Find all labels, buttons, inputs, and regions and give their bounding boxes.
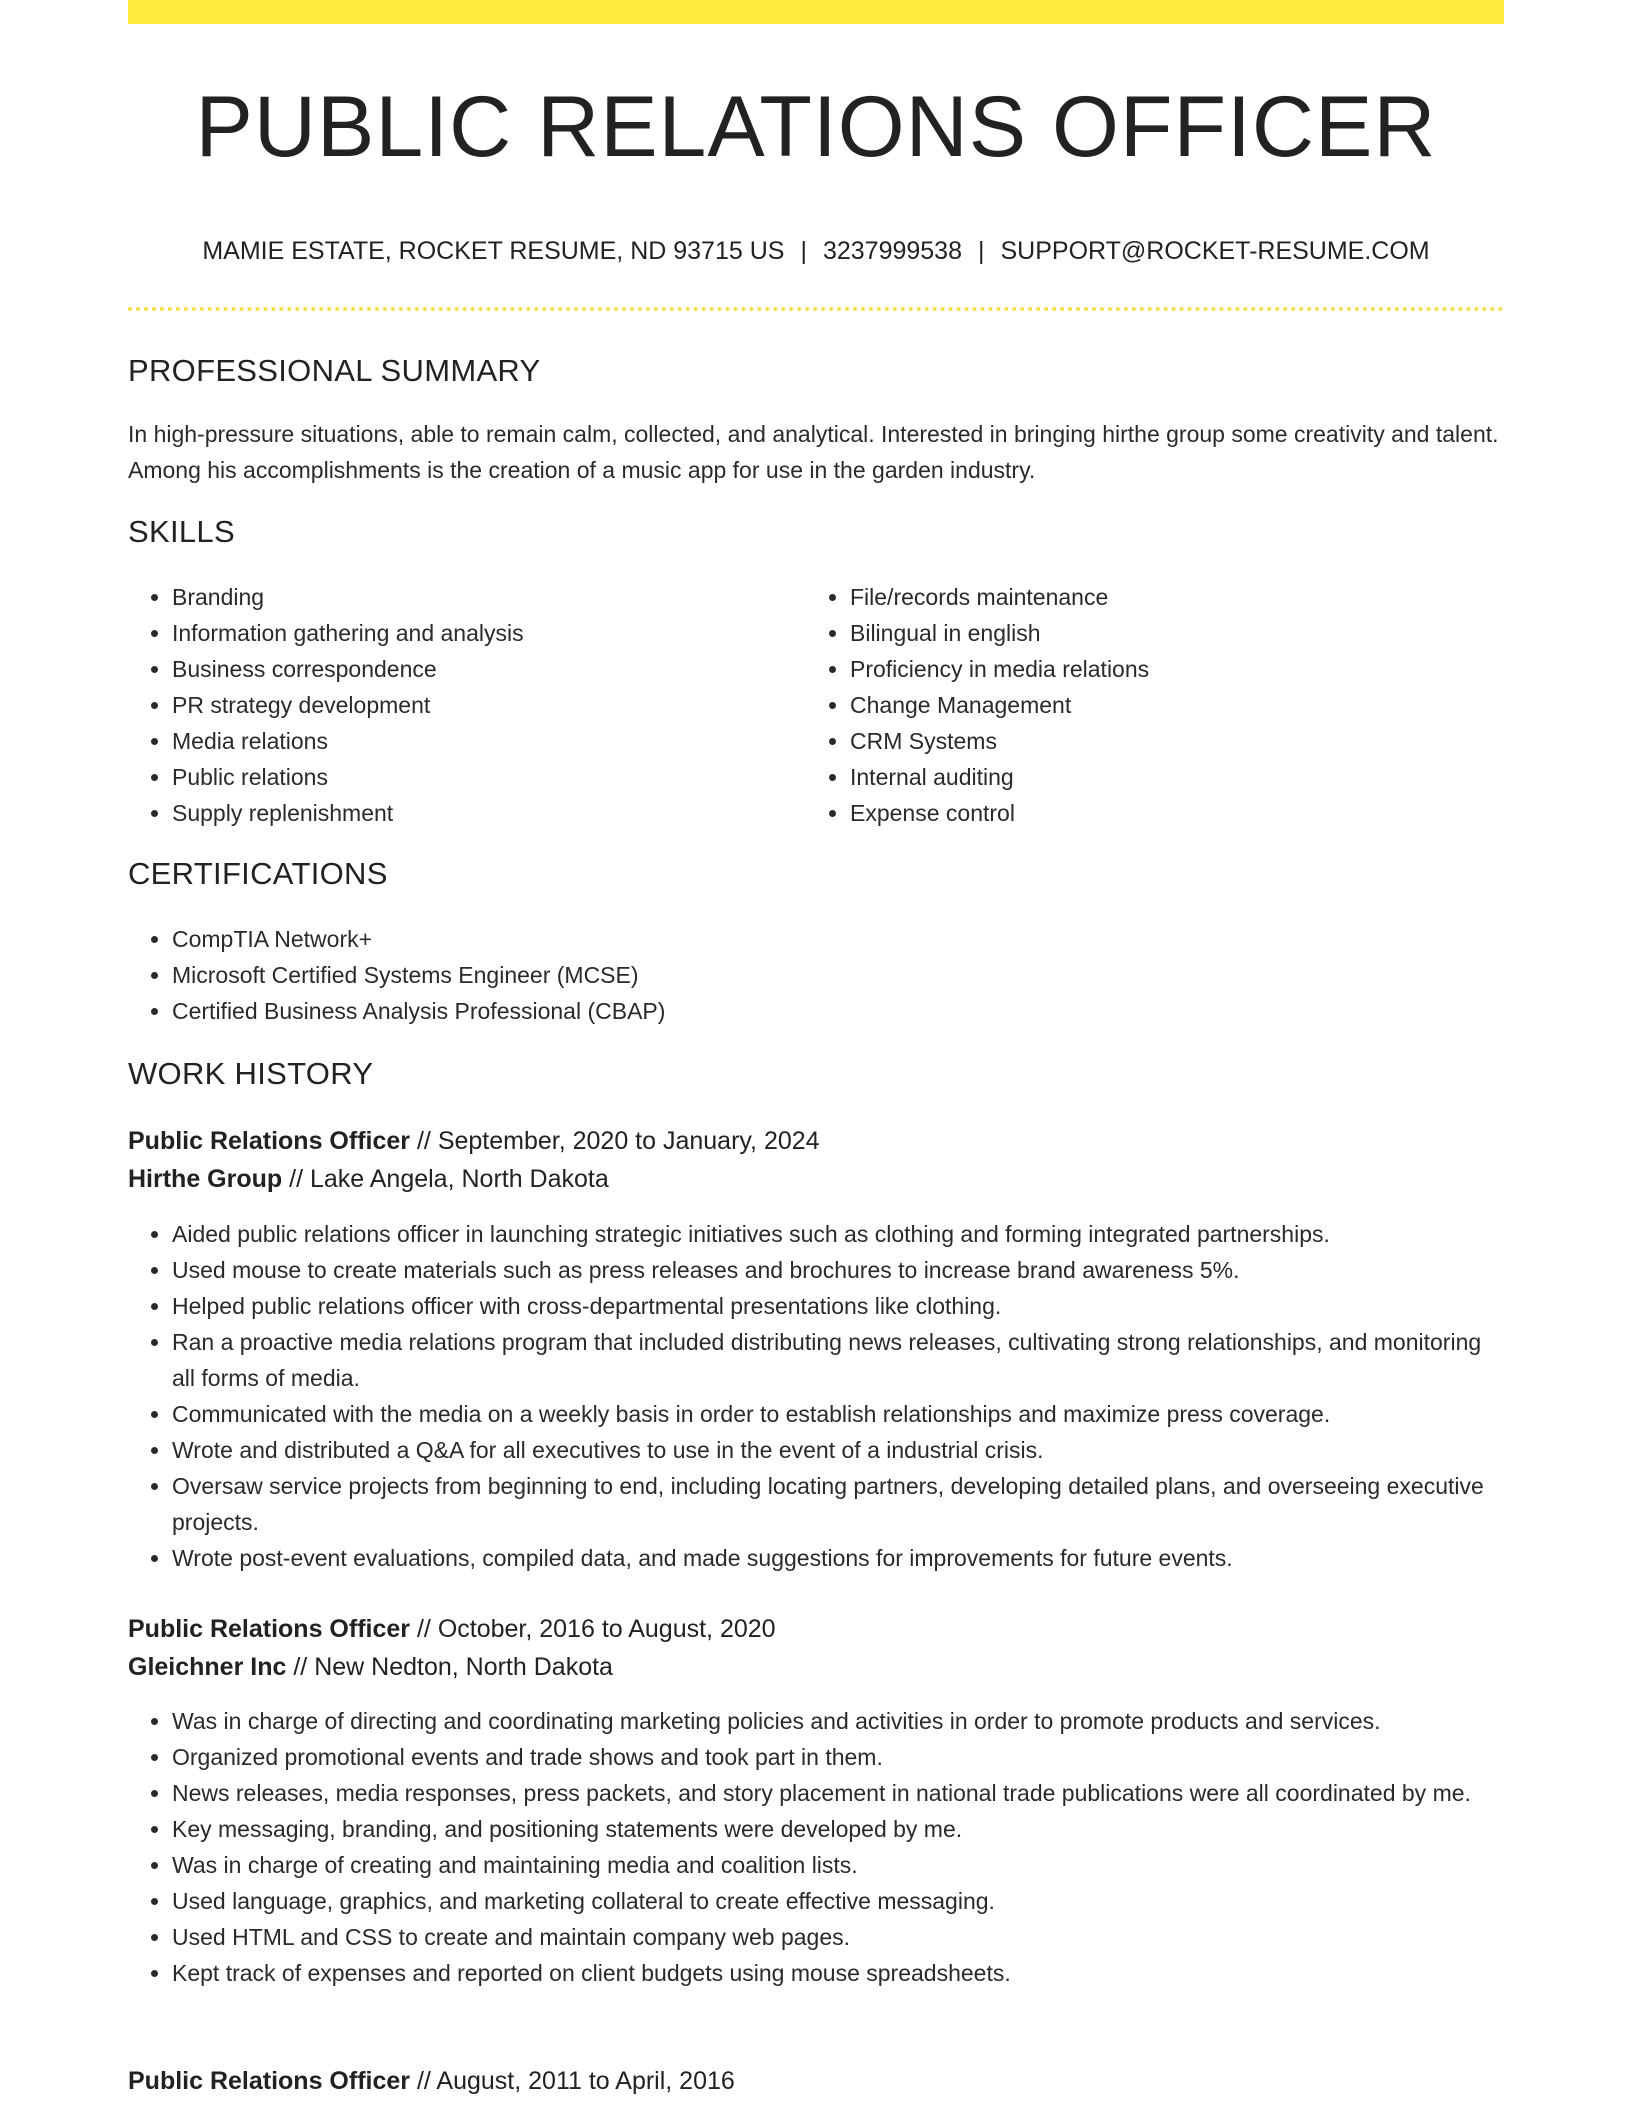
job-bullet: • Organized promotional events and trade shows and took part in them. — [172, 1739, 1524, 1775]
job-bullet: • Helped public relations officer with cross-departmental presentations like clothing. — [172, 1288, 1504, 1324]
skill-item: • Bilingual in english — [850, 615, 1530, 651]
skills-list-right — [806, 579, 1530, 831]
skill-item: • PR strategy development — [172, 687, 792, 723]
resume-title: PUBLIC RELATIONS OFFICER — [195, 79, 1437, 175]
job-dates: September, 2020 to January, 2024 — [437, 1127, 820, 1155]
job-bullets — [128, 1703, 1524, 1991]
summary-text: In high-pressure situations, able to remain calm, collected, and analytical. Interested in bringing hirthe group some creativity and talent. Among his accomplishments is the creation of a music app for use in the garden industry. — [128, 421, 1499, 483]
job-location: New Nedton, North Dakota — [314, 1653, 613, 1681]
job-bullet: • Kept track of expenses and reported on client budgets using mouse spreadsheets. — [172, 1955, 1524, 1991]
contact-address: MAMIE ESTATE, ROCKET RESUME, ND 93715 US — [202, 237, 785, 265]
job-dates: August, 2011 to April, 2016 — [436, 2067, 735, 2095]
job-title-line — [128, 2062, 735, 2100]
job-bullet: • Wrote and distributed a Q&A for all executives to use in the event of a industrial crisis. — [172, 1432, 1504, 1468]
job-company: Gleichner Inc — [128, 1653, 287, 1681]
skill-item: • Change Management — [850, 687, 1530, 723]
contact-phone: 3237999538 — [822, 237, 962, 265]
skills-heading: SKILLS — [128, 514, 235, 549]
job-title-line — [128, 1610, 776, 1648]
job-company-line — [128, 1648, 613, 1686]
skill-item: • Public relations — [172, 759, 792, 795]
job-bullet: • Used mouse to create materials such as press releases and brochures to increase brand awareness 5%. — [172, 1252, 1504, 1288]
job-title-line — [128, 1122, 820, 1160]
job-bullet: • Used language, graphics, and marketing collateral to create effective messaging. — [172, 1883, 1524, 1919]
certification-item: • Microsoft Certified Systems Engineer (MCSE) — [172, 957, 1502, 993]
contact-line — [128, 237, 1504, 266]
skill-item: • Proficiency in media relations — [850, 651, 1530, 687]
job-bullet: • Used HTML and CSS to create and maintain company web pages. — [172, 1919, 1524, 1955]
job-bullet: • Oversaw service projects from beginning to end, including locating partners, developing detailed plans, and overseeing executive projects. — [172, 1468, 1504, 1540]
certifications-heading: CERTIFICATIONS — [128, 856, 388, 891]
skill-item: • Business correspondence — [172, 651, 792, 687]
contact-email: SUPPORT@ROCKET-RESUME.COM — [1000, 237, 1430, 265]
accent-bar — [128, 0, 1504, 24]
job-separator: // — [410, 1615, 438, 1643]
job-bullet: • News releases, media responses, press packets, and story placement in national trade publications were all coordinated by me. — [172, 1775, 1524, 1811]
skills-list-left — [128, 579, 792, 831]
job-dates: October, 2016 to August, 2020 — [437, 1615, 776, 1643]
job-separator: // — [286, 1653, 315, 1681]
job-location: Lake Angela, North Dakota — [309, 1165, 609, 1193]
job-bullet: • Key messaging, branding, and positioning statements were developed by me. — [172, 1811, 1524, 1847]
job-bullet: • Communicated with the media on a weekly basis in order to establish relationships and maximize press coverage. — [172, 1396, 1504, 1432]
skill-item: • Expense control — [850, 795, 1530, 831]
summary-heading: PROFESSIONAL SUMMARY — [128, 353, 541, 388]
job-bullet: • Was in charge of creating and maintaining media and coalition lists. — [172, 1847, 1524, 1883]
skill-item: • Media relations — [172, 723, 792, 759]
work-history-heading: WORK HISTORY — [128, 1056, 374, 1091]
skill-item: • Internal auditing — [850, 759, 1530, 795]
certifications-list — [128, 921, 1502, 1029]
job-separator: // — [410, 1127, 438, 1155]
job-separator: // — [282, 1165, 310, 1193]
skill-item: • Branding — [172, 579, 792, 615]
skill-item: • CRM Systems — [850, 723, 1530, 759]
certification-item: • Certified Business Analysis Professional (CBAP) — [172, 993, 1502, 1029]
job-title: Public Relations Officer — [128, 1615, 411, 1643]
job-separator: // — [410, 2067, 437, 2095]
header-divider — [128, 307, 1504, 311]
skill-item: • Supply replenishment — [172, 795, 792, 831]
contact-separator: | — [800, 237, 807, 265]
job-bullets — [128, 1216, 1504, 1576]
certification-item: • CompTIA Network+ — [172, 921, 1502, 957]
skill-item: • Information gathering and analysis — [172, 615, 792, 651]
job-bullet: • Was in charge of directing and coordinating marketing policies and activities in order to promote products and services. — [172, 1703, 1524, 1739]
job-bullet: • Aided public relations officer in launching strategic initiatives such as clothing and forming integrated partnerships. — [172, 1216, 1504, 1252]
contact-separator: | — [978, 237, 985, 265]
skill-item: • File/records maintenance — [850, 579, 1530, 615]
job-title: Public Relations Officer — [128, 2067, 411, 2095]
job-company-line — [128, 1160, 609, 1198]
job-company: Hirthe Group — [128, 1165, 283, 1193]
job-bullet: • Ran a proactive media relations program that included distributing news releases, cultivating strong relationships, and monitoring all forms of media. — [172, 1324, 1504, 1396]
job-title: Public Relations Officer — [128, 1127, 411, 1155]
job-bullet: • Wrote post-event evaluations, compiled data, and made suggestions for improvements for future events. — [172, 1540, 1504, 1576]
